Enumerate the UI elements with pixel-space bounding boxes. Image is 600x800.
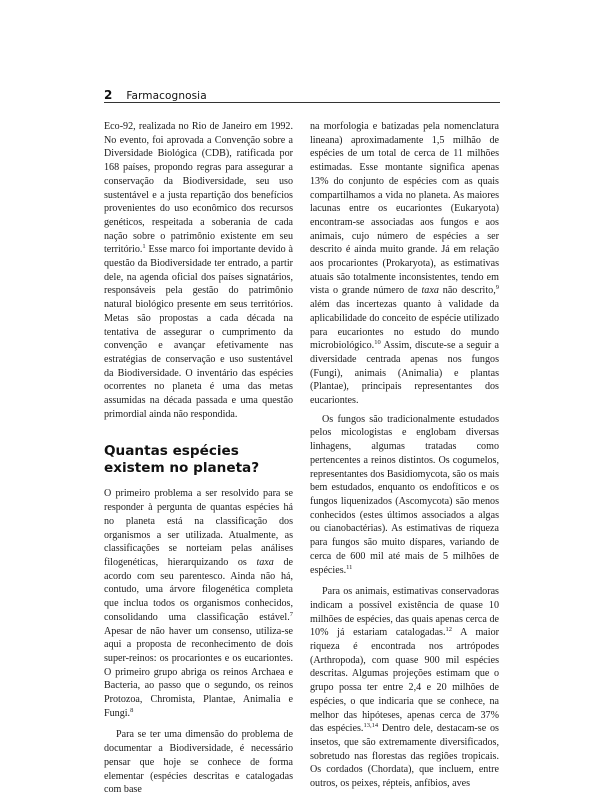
footnote-ref: 1 (142, 243, 146, 251)
book-title: Farmacognosia (126, 90, 207, 102)
paragraph-text: Para os animais, estimativas conservadoras indicam a possível existência de quase 10 milhões de espécies, das quais apenas cerca de 10% já estariam catalogadas. (310, 586, 499, 639)
left-column (104, 120, 293, 797)
paragraph (310, 585, 499, 791)
paragraph-text: Os fungos são tradicionalmente estudados pelos micologistas e englobam diversas linhagens, algumas tratadas como pertencentes a reinos distintos. Os cogumelos, representantes dos Basidiomycota, são os mais bem estudados, enquanto os endofíticos e os fungos liquenizados (Ascomycota) são menos conhecidos (estes últimos associados a algas ou cianobactérias). As estimativas de riqueza para fungos são muito díspares, variando de cerca de 600 mil até mais de 5 milhões de espécies. (310, 413, 499, 576)
running-header (104, 84, 500, 103)
footnote-ref: 7 (289, 610, 293, 618)
footnote-ref: 11 (346, 563, 353, 571)
footnote-ref: 13,14 (363, 722, 379, 730)
paragraph-text: A maior riqueza é encontrada nos artrópodes (Arthropoda), com quase 900 mil espécies descritas. Algumas projeções estimam que o grupo possa ter entre 2,4 e 20 milhões de espécies, o que indicaria que se conhece, na melhor das hipóteses, apenas cerca de 37% das espécies. (310, 627, 499, 735)
paragraph-text: Assim, discute-se a seguir a diversidade centrada apenas nos fungos (Fungi), animais (Animalia) e plantas (Plantae), principais representantes dos eucariontes. (310, 340, 499, 407)
paragraph-text: Apesar de não haver um consenso, utiliza-se aqui a proposta de reconhecimento de dois super-reinos: os procariontes e os eucariontes. O primeiro grupo abriga os reinos Archaea e Bacteria, ao passo que o segundo, os reinos Protozoa, Chromista, Plantae, Animalia e Fungi. (104, 625, 293, 719)
page-number: 2 (104, 88, 113, 102)
paragraph (104, 487, 293, 720)
paragraph: Para se ter uma dimensão do problema de documentar a Biodiversidade, é necessário pensar que hoje se conhece de forma elementar (espécies descritas e catalogadas com base (104, 729, 293, 796)
paragraph-text: na morfologia e batizadas pela nomenclatura lineana) aproximadamente 1,5 milhão de espécies de um total de cerca de 11 milhões estimadas. Esse montante significa apenas 13% do conjunto de espécies com as quais compartilhamos a vida no planeta. As maiores lacunas entre os eucariontes (Eukaryota) encontram-se associadas aos fungos e aos animais, cujo número de espécies a ser descrito é ainda muito grande. Já em relação aos procariontes (Prokaryota), as estimativas atuais são totalmente inconsistentes, tendo em vista o grande número de (310, 121, 499, 297)
paragraph-text: Esse marco foi importante devido à questão da Biodiversidade ter entrado, a partir dele, na agenda oficial dos países signatários, responsáveis pela gestão do patrimônio natural biológico presente em seus territórios. Metas são propostas a cada década na tentativa de assegurar o cumprimento da convenção e avançar efetivamente nas estratégias de conservação e uso sustentável da Biodiversidade. O inventário das espécies ocorrentes no planeta é uma das metas assumidas na década passada e uma questão primordial ainda não respondida. (104, 244, 293, 420)
footnote-ref: 10 (374, 339, 381, 347)
paragraph (104, 120, 293, 421)
italic-term: taxa (256, 556, 274, 568)
paragraph-text: Dentro dele, destacam-se os insetos, que são extremamente diversificados, sobretudo nas florestas das regiões tropicais. Os cordados (Chordata), que incluem, entre outros, os peixes, répteis, anfíbios, aves (310, 723, 499, 790)
paragraph-text: não descrito, (438, 285, 496, 297)
header-rule (104, 102, 500, 103)
section-heading: Quantas espécies existem no planeta? (104, 443, 260, 477)
paragraph-text: O primeiro problema a ser resolvido para se responder à pergunta de quantas espécies há no planeta está na classificação dos organismos a ser utilizada. Atualmente, as classificações se norteiam pelas análises filogenéticas, hierarquizando os (104, 488, 293, 568)
paragraph (310, 413, 499, 577)
right-column (310, 120, 499, 791)
italic-term: taxa (421, 285, 439, 297)
paragraph-text: Eco-92, realizada no Rio de Janeiro em 1992. No evento, foi aprovada a Convenção sobre a Diversidade Biológica (CDB), ratificada por 168 países, propondo regras para assegurar a conservação da Biodiversidade, seu uso sustentável e a justa repartição dos benefícios provenientes do uso econômico dos recursos genéticos, respeitada a soberania de cada nação sobre o patrimônio existente em seu território. (104, 121, 293, 256)
footnote-ref: 8 (130, 706, 134, 714)
paragraph-text: além das incertezas quanto à validade da aplicabilidade do conceito de espécie utilizado para eucariontes no estudo do mundo microbiológico. (310, 299, 499, 352)
footnote-ref: 9 (495, 284, 499, 292)
paragraph (310, 120, 499, 408)
footnote-ref: 12 (445, 626, 452, 634)
paragraph-text: de acordo com seu parentesco. Ainda não há, contudo, uma árvore filogenética completa que inclua todos os organismos conhecidos, consolidando uma classificação estável. (104, 556, 293, 623)
